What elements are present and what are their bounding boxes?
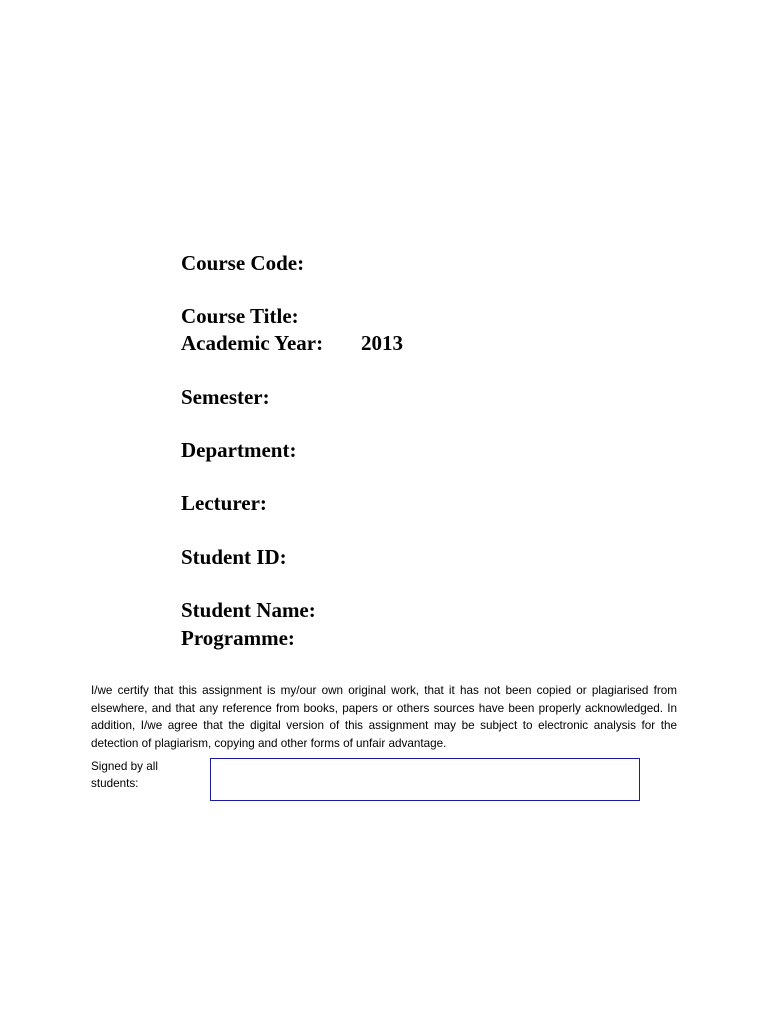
signed-by-label xyxy=(91,758,201,792)
plagiarism-declaration: I/we certify that this assignment is my/our own original work, that it has not been copied or plagiarised from elsewhere, and that any reference from books, papers or others sources have been properly acknowledged. In addition, I/we agree that the digital version of this assignment may be subject to electronic analysis for the detection of plagiarism, copying and other forms of unfair advantage. xyxy=(91,684,677,750)
programme-label: Programme: xyxy=(181,626,295,650)
student-name-label: Student Name: xyxy=(181,598,316,622)
semester-label: Semester: xyxy=(181,385,270,409)
academic-year-row xyxy=(181,330,403,356)
academic-year-label: Academic Year: xyxy=(181,331,324,355)
signed-by-label-line2: students: xyxy=(91,777,139,790)
course-title-label: Course Title: xyxy=(181,304,299,328)
signed-by-label-line1: Signed by all xyxy=(91,760,158,773)
signature-field[interactable] xyxy=(210,758,640,801)
lecturer-label: Lecturer: xyxy=(181,491,267,515)
course-code-label: Course Code: xyxy=(181,251,305,275)
department-label: Department: xyxy=(181,438,297,462)
student-id-label: Student ID: xyxy=(181,545,287,569)
academic-year-value: 2013 xyxy=(361,331,403,355)
